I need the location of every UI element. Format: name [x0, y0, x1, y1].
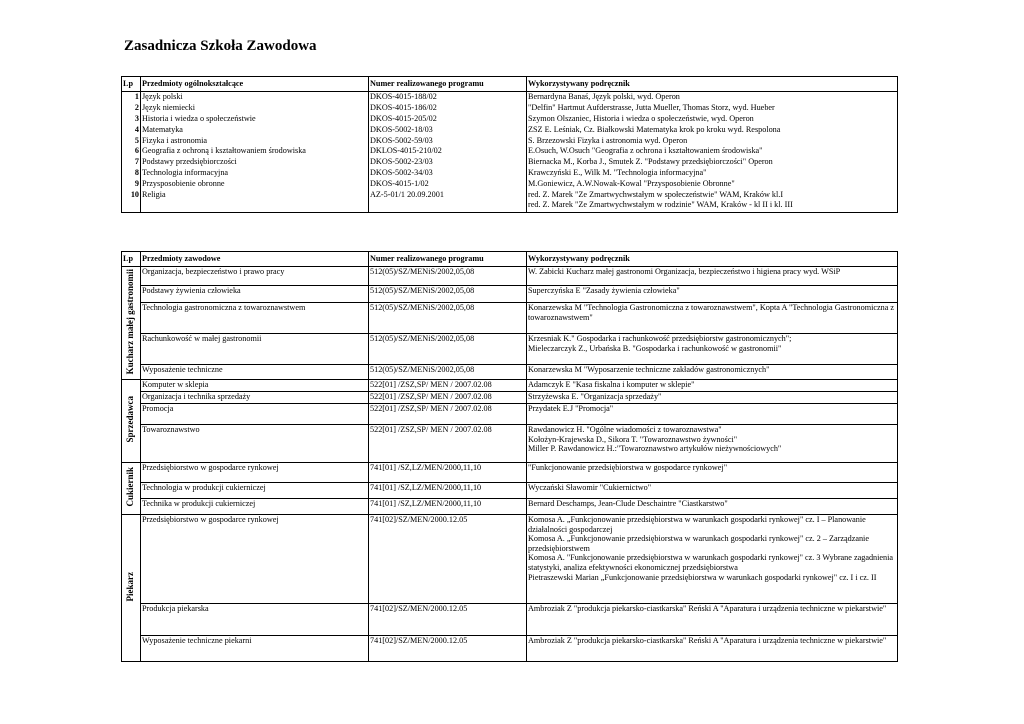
- row-textbook: E.Osuch, W.Osuch "Geografia z ochrona i kształtowaniem środowiska": [527, 146, 898, 157]
- row-subject: Rachunkowość w małej gastronomii: [141, 334, 369, 365]
- table-row: [122, 380, 898, 392]
- row-textbook: ZSZ E. Leśniak, Cz. Białkowski Matematyka krok po kroku wyd. Respolona: [527, 125, 898, 136]
- row-program: 741[01] /SZ,LZ/MEN/2000,11,10: [369, 499, 527, 515]
- vocational-subjects-table: [121, 251, 898, 662]
- table-row: [122, 334, 898, 365]
- row-subject: Język polski: [141, 92, 369, 103]
- row-textbook: Ambroziak Z "produkcja piekarsko-ciastkarska" Reński A "Aparatura i urządzenia techniczne w piekarstwie": [527, 636, 898, 662]
- row-textbook: Superczyńska E "Zasady żywienia człowieka": [527, 286, 898, 303]
- row-subject: Towaroznawstwo: [141, 425, 369, 463]
- row-program: DKOS-5002-18/03: [369, 125, 527, 136]
- table-row: [122, 604, 898, 636]
- row-textbook: Komosa A. „Funkcjonowanie przedsiębiorstwa w warunkach gospodarki rynkowej" cz. I – Planowanie działalności gospodarczej Komosa A. „Funkcjonowanie przedsiębiorstwa w warunkach gospodarki rynkowej" cz. 2 – Zarządzanie przedsiębiorstwem Komosa A. "Funkcjonowanie przedsiębiorstwa w warunkach gospodarki rynkowej" cz. 3 Wybrane zagadnienia statystyki, analiza efektywności ekonomicznej przedsiębiorstwa Pietraszewski Marian „Funkcjonowanie przedsiębiorstwa w warunkach gospodarki rynkowej" cz. I i cz. II: [527, 515, 898, 604]
- row-program: DKOS-4015-1/02: [369, 179, 527, 190]
- table-header-row: [122, 252, 898, 267]
- row-subject: Technologia informacyjna: [141, 168, 369, 179]
- row-lp: 10: [122, 190, 141, 213]
- row-subject: Geografia z ochroną i kształtowaniem środowiska: [141, 146, 369, 157]
- row-program: 522[01] /ZSZ,SP/ MEN / 2007.02.08: [369, 425, 527, 463]
- row-program: 741[02]/SZ/MEN/2000.12.05: [369, 636, 527, 662]
- row-subject: Organizacja, bezpieczeństwo i prawo pracy: [141, 267, 369, 286]
- row-subject: Matematyka: [141, 125, 369, 136]
- row-textbook: Wyczański Sławomir "Cukiernictwo": [527, 483, 898, 499]
- row-lp: 7: [122, 157, 141, 168]
- table-row: [122, 146, 898, 157]
- row-program: DKOS-4015-205/02: [369, 114, 527, 125]
- col-lp-header: Lp: [122, 252, 141, 267]
- row-subject: Technologia gastronomiczna z towaroznawstwem: [141, 303, 369, 334]
- row-textbook: Krawczyński E., Wilk M. "Technologia informacyjna": [527, 168, 898, 179]
- table-row: [122, 286, 898, 303]
- row-subject: Religia: [141, 190, 369, 213]
- general-subjects-table: [121, 76, 898, 213]
- col-textbook-header: Wykorzystywany podręcznik: [527, 252, 898, 267]
- row-subject: Wyposażenie techniczne: [141, 365, 369, 380]
- col-textbook-header: Wykorzystywany podręcznik: [527, 77, 898, 92]
- table-row: [122, 136, 898, 147]
- row-program: DKLOS-4015-210/02: [369, 146, 527, 157]
- row-subject: Podstawy przedsiębiorczości: [141, 157, 369, 168]
- row-textbook: Strzyżewska E. "Organizacja sprzedaży": [527, 392, 898, 404]
- row-textbook: Rawdanowicz H. "Ogólne wiadomości z towaroznawstwa" Kołożyn-Krajewska D., Sikora T. "Towaroznawstwo żywności" Miller P. Rawdanowicz H.:"Towaroznawstwo artykułów nieżywnościowych": [527, 425, 898, 463]
- row-textbook: Przydatek E.J "Promocja": [527, 404, 898, 425]
- row-subject: Przedsiębiorstwo w gospodarce rynkowej: [141, 463, 369, 483]
- row-lp: 3: [122, 114, 141, 125]
- row-textbook: "Delfin" Hartmut Aufderstrasse, Jutta Mueller, Thomas Storz, wyd. Hueber: [527, 103, 898, 114]
- row-subject: Podstawy żywienia człowieka: [141, 286, 369, 303]
- row-program: 512(05)/SZ/MENiS/2002,05,08: [369, 286, 527, 303]
- row-textbook: Ambroziak Z "produkcja piekarsko-ciastkarska" Reński A "Aparatura i urządzenia techniczne w piekarstwie": [527, 604, 898, 636]
- page-title: Zasadnicza Szkoła Zawodowa: [124, 38, 317, 54]
- row-lp: 6: [122, 146, 141, 157]
- row-subject: Komputer w sklepia: [141, 380, 369, 392]
- table-row: [122, 190, 898, 213]
- group-label: Sprzedawca: [125, 396, 136, 443]
- col-program-header: Numer realizowanego programu: [369, 252, 527, 267]
- table-row: [122, 404, 898, 425]
- row-subject: Organizacja i technika sprzedaży: [141, 392, 369, 404]
- row-lp: 2: [122, 103, 141, 114]
- row-program: 512(05)/SZ/MENiS/2002,05,08: [369, 303, 527, 334]
- row-subject: Promocja: [141, 404, 369, 425]
- row-subject: Język niemiecki: [141, 103, 369, 114]
- row-program: 741[02]/SZ/MEN/2000.12.05: [369, 604, 527, 636]
- row-subject: Produkcja piekarska: [141, 604, 369, 636]
- row-program: 741[02]/SZ/MEN/2000.12.05: [369, 515, 527, 604]
- row-program: 512(05)/SZ/MENiS/2002,05,08: [369, 334, 527, 365]
- group-label-cell: [122, 515, 141, 662]
- row-textbook: S. Brzezowski Fizyka i astronomia wyd. Operon: [527, 136, 898, 147]
- row-program: DKOS-4015-186/02: [369, 103, 527, 114]
- table-row: [122, 425, 898, 463]
- row-textbook: Adamczyk E "Kasa fiskalna i komputer w sklepie": [527, 380, 898, 392]
- group-label-cell: [122, 267, 141, 380]
- col-subject-header: Przedmioty zawodowe: [141, 252, 369, 267]
- table-row: [122, 392, 898, 404]
- row-lp: 9: [122, 179, 141, 190]
- table-row: [122, 267, 898, 286]
- group-label-cell: [122, 463, 141, 515]
- row-lp: 5: [122, 136, 141, 147]
- row-subject: Technika w produkcji cukierniczej: [141, 499, 369, 515]
- table-row: [122, 515, 898, 604]
- group-label-cell: [122, 380, 141, 463]
- table-row: [122, 157, 898, 168]
- row-textbook: Bernardyna Banaś, Język polski, wyd. Operon: [527, 92, 898, 103]
- row-program: 512(05)/SZ/MENiS/2002,05,08: [369, 267, 527, 286]
- row-program: DKOS-4015-188/02: [369, 92, 527, 103]
- table-header-row: [122, 77, 898, 92]
- row-textbook: M.Goniewicz, A.W.Nowak-Kowal "Przysposobienie Obronne": [527, 179, 898, 190]
- row-program: 741[01] /SZ,LZ/MEN/2000,11,10: [369, 483, 527, 499]
- row-program: DKOS-5002-23/03: [369, 157, 527, 168]
- row-subject: Fizyka i astronomia: [141, 136, 369, 147]
- group-label: Cukiernik: [125, 467, 136, 507]
- table-row: [122, 168, 898, 179]
- row-program: 522[01] /ZSZ,SP/ MEN / 2007.02.08: [369, 380, 527, 392]
- table-row: [122, 499, 898, 515]
- group-label: Piekarz: [125, 571, 136, 602]
- row-program: AZ-5-01/1 20.09.2001: [369, 190, 527, 213]
- row-subject: Wyposażenie techniczne piekarni: [141, 636, 369, 662]
- row-textbook: Biernacka M., Korba J., Smutek Z. "Podstawy przedsiębiorczości" Operon: [527, 157, 898, 168]
- row-textbook: Konarzewska M "Wyposarzenie techniczne zakładów gastronomicznych": [527, 365, 898, 380]
- table-row: [122, 114, 898, 125]
- row-textbook: Bernard Deschamps, Jean-Clude Deschaintre "Ciastkarstwo": [527, 499, 898, 515]
- col-subject-header: Przedmioty ogólnokształcące: [141, 77, 369, 92]
- table-row: [122, 483, 898, 499]
- table-row: [122, 636, 898, 662]
- row-lp: 4: [122, 125, 141, 136]
- row-program: 512(05)/SZ/MENiS/2002,05,08: [369, 365, 527, 380]
- row-lp: 8: [122, 168, 141, 179]
- row-subject: Przedsiębiorstwo w gospodarce rynkowej: [141, 515, 369, 604]
- row-subject: Przysposobienie obronne: [141, 179, 369, 190]
- row-program: DKOS-5002-59/03: [369, 136, 527, 147]
- table-row: [122, 179, 898, 190]
- row-textbook: W. Zabicki Kucharz małej gastronomi Organizacja, bezpieczeństwo i higiena pracy wyd. WSiP: [527, 267, 898, 286]
- table-row: [122, 303, 898, 334]
- table-row: [122, 463, 898, 483]
- row-subject: Technologia w produkcji cukierniczej: [141, 483, 369, 499]
- table-row: [122, 92, 898, 103]
- row-program: DKOS-5002-34/03: [369, 168, 527, 179]
- row-textbook: Konarzewska M "Technologia Gastronomiczna z towaroznawstwem", Kopta A "Technologia Gastronomiczna z towaroznawstwem": [527, 303, 898, 334]
- group-label: Kucharz małej gastronomii: [125, 269, 136, 375]
- row-subject: Historia i wiedza o społeczeństwie: [141, 114, 369, 125]
- row-program: 522[01] /ZSZ,SP/ MEN / 2007.02.08: [369, 404, 527, 425]
- row-textbook: Krzesniak K." Gospodarka i rachunkowość przedsiębiorstw gastronomicznych"; Mieleczarczyk Z., Urbańska B. "Gospodarka i rachunkowość w gastronomii": [527, 334, 898, 365]
- row-textbook: red. Z. Marek "Ze Zmartwychwstałym w społeczeństwie" WAM, Kraków kl.I red. Z. Marek "Ze Zmartwychwstałym w rodzinie" WAM, Kraków - kl II i kl. III: [527, 190, 898, 213]
- row-textbook: Szymon Olszaniec, Historia i wiedza o społeczeństwie, wyd. Operon: [527, 114, 898, 125]
- table-row: [122, 365, 898, 380]
- table-row: [122, 125, 898, 136]
- row-program: 522[01] /ZSZ,SP/ MEN / 2007.02.08: [369, 392, 527, 404]
- row-program: 741[01] /SZ,LZ/MEN/2000,11,10: [369, 463, 527, 483]
- row-textbook: "Funkcjonowanie przedsiębiorstwa w gospodarce rynkowej": [527, 463, 898, 483]
- col-lp-header: Lp: [122, 77, 141, 92]
- col-program-header: Numer realizowanego programu: [369, 77, 527, 92]
- row-lp: 1: [122, 92, 141, 103]
- table-row: [122, 103, 898, 114]
